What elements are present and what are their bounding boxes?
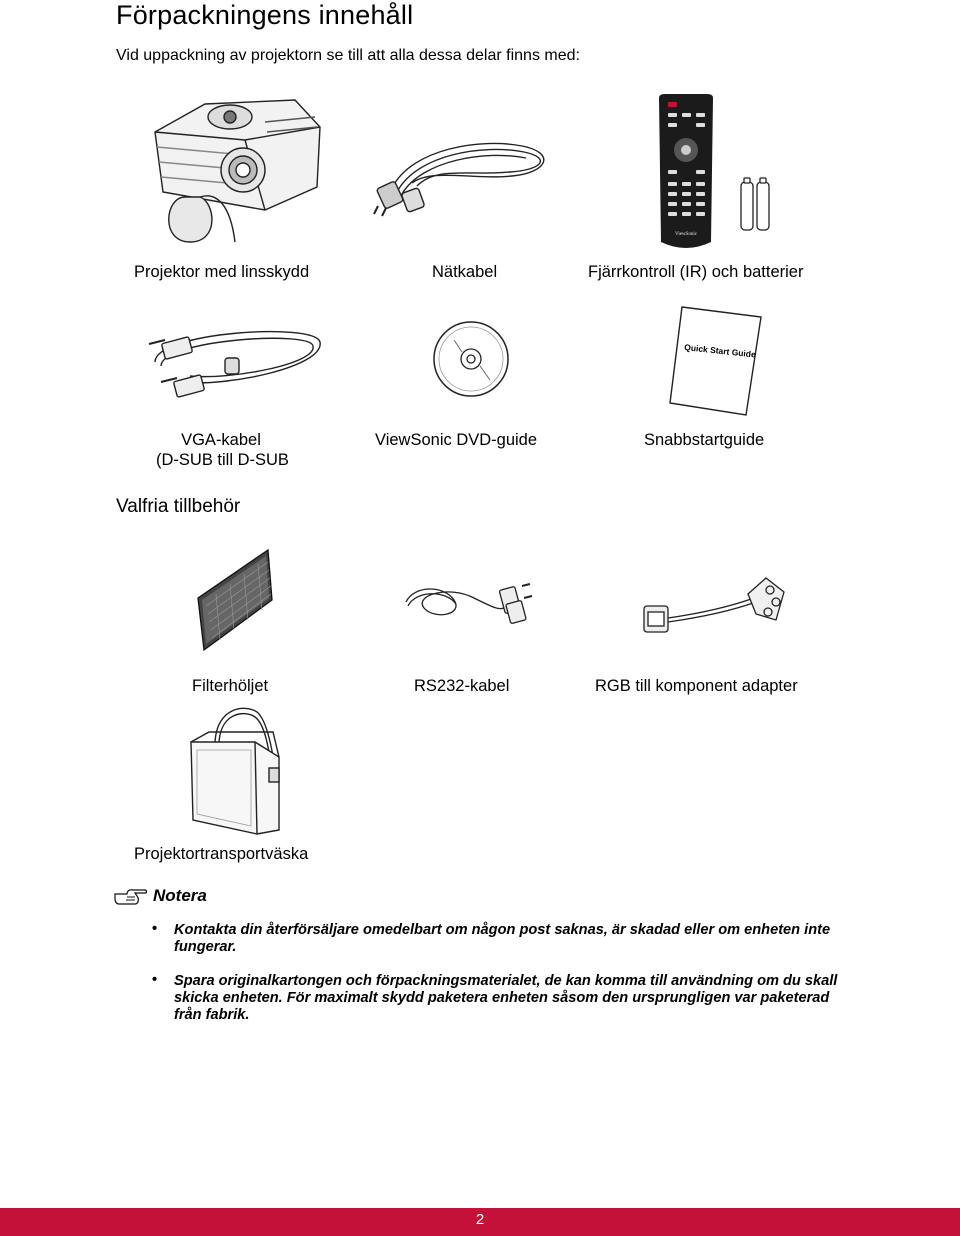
caption-vga-line1: VGA-kabel — [181, 431, 261, 449]
caption-projector: Projektor med linsskydd — [134, 263, 310, 281]
rs232-cable-illustration — [404, 580, 536, 626]
rgb-component-adapter-illustration — [636, 574, 788, 638]
power-cable-illustration — [372, 128, 562, 220]
quick-start-guide-illustration — [668, 305, 764, 417]
projector-illustration — [145, 92, 330, 247]
caption-filter: Filterhöljet — [192, 677, 269, 695]
intro-text: Vid uppackning av projektorn se till att alla dessa delar finns med: — [116, 47, 580, 64]
caption-bag: Projektortransportväska — [134, 845, 309, 863]
quick-start-cover-text: Quick Start Guide — [683, 342, 757, 360]
caption-dvd: ViewSonic DVD-guide — [375, 431, 538, 449]
caption-quick-start: Snabbstartguide — [644, 431, 765, 449]
batteries-illustration — [737, 176, 773, 232]
pointing-hand-icon — [113, 886, 147, 906]
carrying-bag-illustration — [185, 702, 285, 837]
note-label: Notera — [153, 886, 207, 905]
remote-brand-label: ViewSonic — [675, 232, 697, 237]
vga-cable-illustration — [145, 322, 327, 407]
note-item: • Spara originalkartongen och förpackningsmaterialet, de kan komma till användning om du skall skicka enheten. För maximalt skydd paketera enheten såsom den ursprungligen var paketerad från fabrik. — [152, 973, 852, 1024]
remote-control-illustration — [655, 92, 717, 250]
page-title: Förpackningens innehåll — [116, 0, 414, 30]
caption-rs232: RS232-kabel — [414, 677, 510, 695]
optional-accessories-heading: Valfria tillbehör — [116, 496, 241, 517]
dvd-illustration — [432, 320, 510, 398]
caption-vga-line2: (D-SUB till D-SUB — [156, 451, 289, 469]
caption-power-cable: Nätkabel — [432, 263, 498, 281]
note-header — [113, 886, 207, 906]
note-item: • Kontakta din återförsäljare omedelbart om någon post saknas, är skadad eller om enheten inte fungerar. — [152, 922, 852, 956]
caption-remote: Fjärrkontroll (IR) och batterier — [588, 263, 804, 281]
caption-vga — [156, 430, 289, 470]
caption-rgb-adapter: RGB till komponent adapter — [595, 677, 798, 695]
page-number: 2 — [475, 1211, 485, 1228]
note-list — [152, 922, 852, 1041]
filter-cover-illustration — [196, 548, 274, 652]
